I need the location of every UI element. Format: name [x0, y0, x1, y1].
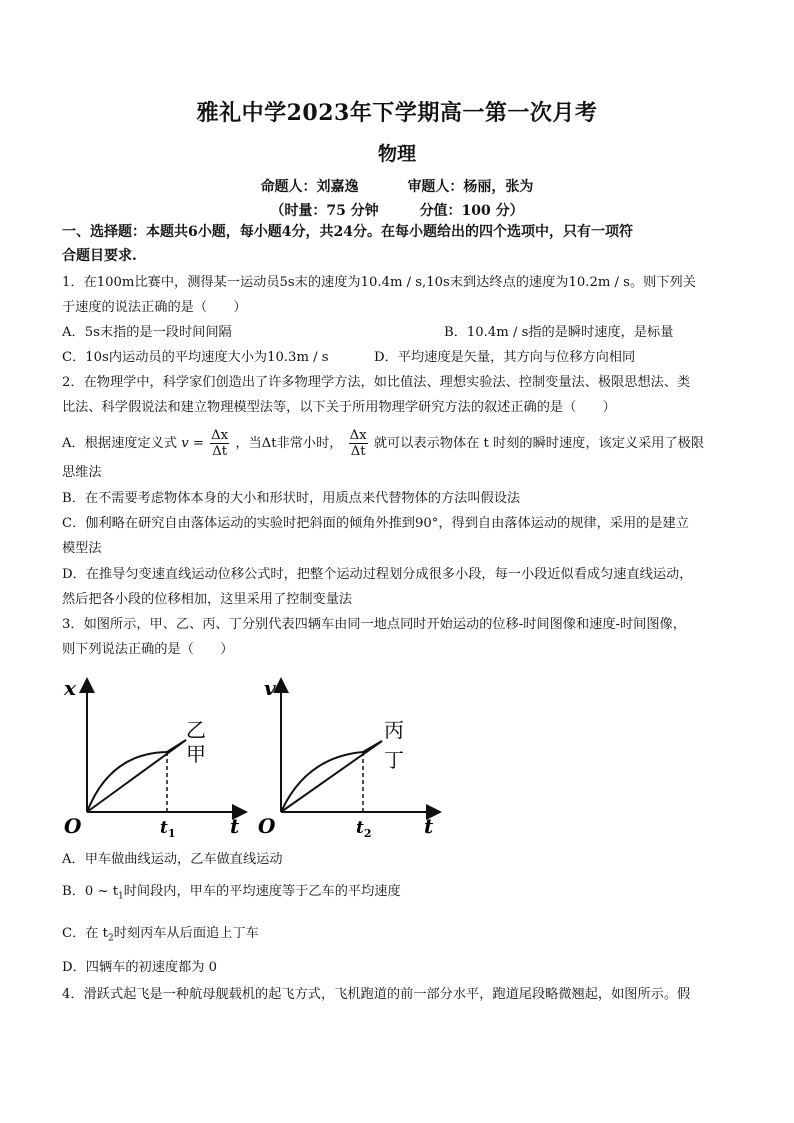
- vt-line-ding: [281, 741, 382, 812]
- q3-option-b-pre: B．0 ~ t: [62, 884, 119, 899]
- setter: 命题人：刘嘉逸: [260, 179, 359, 195]
- q3-option-b: [62, 880, 742, 909]
- q1-stem-line1: 1．在100m比赛中，测得某一运动员5s末的速度为10.4m / s,10s末到达终点的速度为10.2m / s。则下列关: [62, 275, 696, 290]
- q1-options-row2: [62, 346, 742, 370]
- q2-option-c-line2: 模型法: [62, 541, 102, 556]
- vt-origin: O: [258, 814, 276, 838]
- q3-stem-line1: 3．如图所示，甲、乙、丙、丁分别代表四辆车由同一地点同时开始运动的位移-时间图像和速度-时间图像，: [62, 617, 686, 632]
- q3-option-c: [62, 922, 742, 951]
- exam-subject: 物理: [377, 143, 416, 165]
- fraction-denominator: Δt: [212, 444, 228, 459]
- exam-score: 分值：100 分）: [419, 203, 524, 219]
- xt-label-yi: 乙: [186, 718, 206, 742]
- fraction-dx-dt-2: [349, 428, 368, 459]
- q2-option-a-pre: A．根据速度定义式: [62, 436, 178, 451]
- q1-option-b: B．10.4m / s指的是瞬时速度，是标量: [444, 325, 674, 340]
- q2-option-a-mid: ，当Δt非常小时，: [235, 436, 343, 451]
- vt-x-label: t: [424, 814, 434, 838]
- xt-label-jia: 甲: [186, 742, 206, 766]
- q2-stem-line1: 2．在物理学中，科学家们创造出了许多物理学方法，如比值法、理想实验法、控制变量法、极限思想法、类: [62, 375, 691, 390]
- xt-tick-t1: $t_1$: [160, 818, 176, 840]
- fraction-numerator: Δx: [211, 428, 229, 443]
- q1-option-c: C．10s内运动员的平均速度大小为10.3m / s: [62, 350, 329, 365]
- q3-option-a: A．甲车做曲线运动，乙车做直线运动: [62, 852, 283, 867]
- q1-option-a: A．5s末指的是一段时间间隔: [62, 325, 232, 340]
- reviewer: 审题人：杨丽，张为: [407, 179, 534, 195]
- q3-option-b-post: 时间段内，甲车的平均速度等于乙车的平均速度: [123, 884, 401, 899]
- fraction-denominator-2: Δt: [350, 444, 366, 459]
- q2-option-a-line2: 思维法: [62, 465, 102, 480]
- q1-stem-line2: 于速度的说法正确的是（ ）: [62, 300, 247, 315]
- xt-graph: [60, 675, 250, 840]
- fraction-numerator-2: Δx: [349, 428, 367, 443]
- fraction-dx-dt: [210, 428, 229, 459]
- q2-stem-line2: 比法、科学假说法和建立物理模型法等，以下关于所用物理学研究方法的叙述正确的是（ ）: [62, 400, 616, 415]
- q2-option-d-line2: 然后把各小段的位移相加，这里采用了控制变量法: [62, 592, 353, 607]
- xt-y-label: x: [64, 676, 76, 700]
- vt-y-label: v: [264, 676, 276, 700]
- q3-option-b-sub: 1: [118, 891, 124, 902]
- vt-tick-t2: $t_2$: [356, 818, 372, 840]
- vt-label-ding: 丁: [384, 748, 404, 772]
- q3-option-c-sub: 2: [107, 933, 114, 944]
- section-heading-line2: 合题目要求.: [62, 248, 137, 264]
- q3-option-c-post: 时刻丙车从后面追上丁车: [113, 926, 259, 941]
- xt-x-label: t: [230, 814, 240, 838]
- q2-option-b: B．在不需要考虑物体本身的大小和形状时，用质点来代替物体的方法叫假设法: [62, 491, 521, 506]
- q1-options-row1: [62, 321, 742, 345]
- q2-option-d-line1: D．在推导匀变速直线运动位移公式时，把整个运动过程划分成很多小段，每一小段近似看成匀速直线运动，: [62, 567, 693, 582]
- velocity-formula: v =: [181, 436, 204, 451]
- xt-line-jia: [87, 740, 186, 812]
- exam-time: （时量：75 分钟: [270, 203, 379, 219]
- q2-option-c-line1: C．伽利略在研究自由落体运动的实验时把斜面的倾角外推到90°，得到自由落体运动的规律，采用的是建立: [62, 516, 689, 531]
- xt-origin: O: [64, 814, 82, 838]
- q2-option-a-post: 就可以表示物体在 t 时刻的瞬时速度，该定义采用了极限: [373, 436, 705, 451]
- q3-stem-line2: 则下列说法正确的是（ ）: [62, 642, 234, 657]
- q3-option-d: D．四辆车的初速度都为 0: [62, 960, 218, 975]
- q3-option-c-pre: C．在 t: [62, 926, 108, 941]
- exam-meta: [0, 200, 794, 220]
- section-heading-line1: 一、选择题：本题共6小题，每小题4分，共24分。在每小题给出的四个选项中，只有一项符: [62, 224, 633, 240]
- q1-option-d: D．平均速度是矢量，其方向与位移方向相同: [374, 350, 636, 365]
- q4-stem-line1: 4．滑跃式起飞是一种航母舰载机的起飞方式，飞机跑道的前一部分水平，跑道尾段略微翘起，如图所示。假: [62, 987, 691, 1002]
- vt-graph: [254, 675, 444, 840]
- exam-authors: [0, 176, 794, 196]
- vt-label-bing: 丙: [384, 718, 404, 742]
- q2-option-a: [62, 428, 742, 459]
- exam-title: 雅礼中学2023年下学期高一第一次月考: [196, 100, 598, 126]
